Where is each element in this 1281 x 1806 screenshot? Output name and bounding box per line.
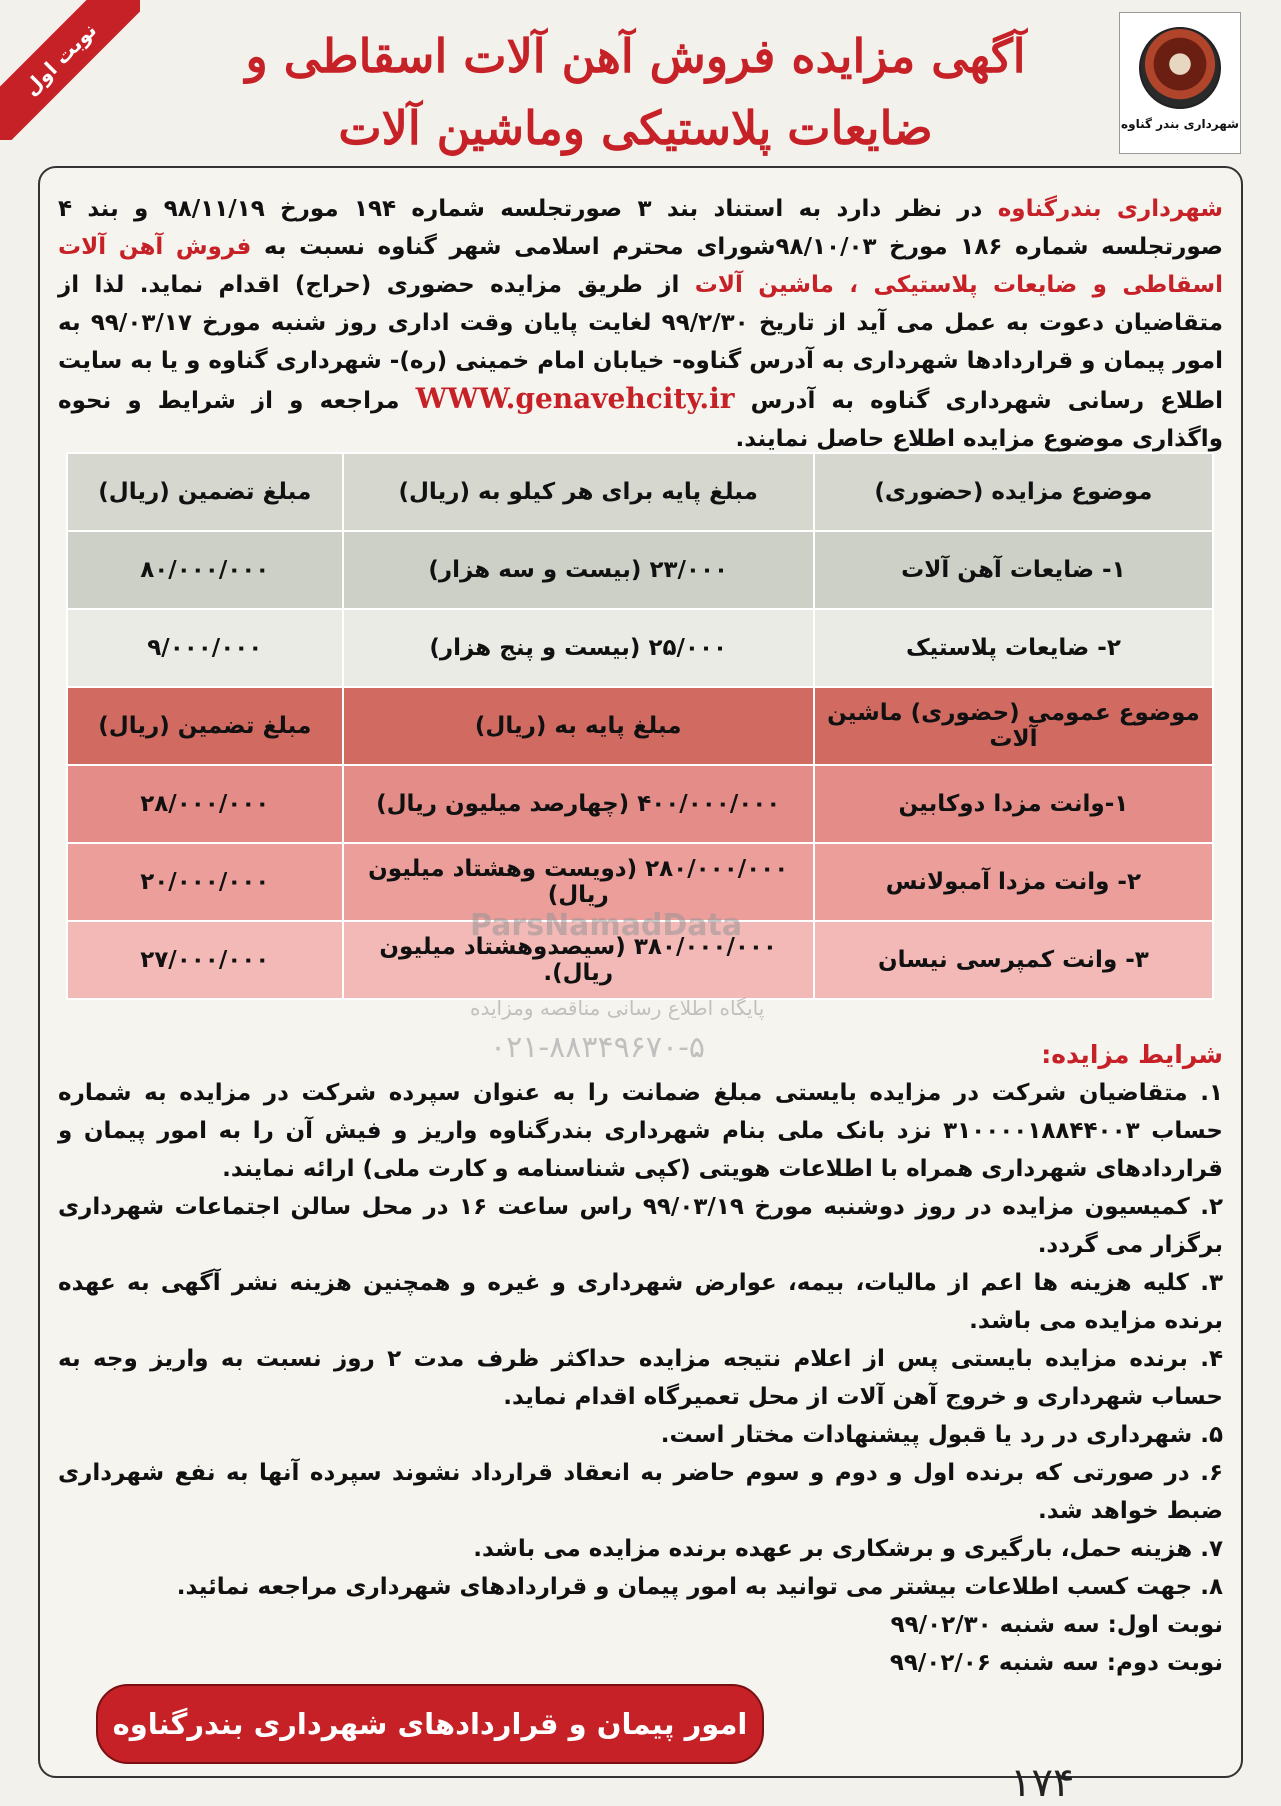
item-subject: ۳- وانت کمپرسی نیسان	[814, 921, 1213, 999]
title-line-2: ضایعات پلاستیکی وماشین آلات	[338, 101, 933, 155]
signature-banner: امور پیمان و قراردادهای شهرداری بندرگناوه	[96, 1684, 764, 1764]
table-header-row	[67, 687, 1213, 765]
condition-item: ۳. کلیه هزینه ها اعم از مالیات، بیمه، عوارض شهرداری و غیره و همچنین هزینه نشر آگهی به عهده برنده مزایده می باشد.	[58, 1270, 1223, 1334]
header-subject: موضوع مزایده (حضوری)	[814, 453, 1213, 531]
condition-item: ۶. در صورتی که برنده اول و دوم و سوم حاضر به انعقاد قرارداد نشوند سپرده آنها به نفع شهرداری ضبط خواهد شد.	[58, 1460, 1223, 1524]
header-guarantee: مبلغ تضمین (ریال)	[67, 453, 343, 531]
watermark-phone: ۰۲۱-۸۸۳۴۹۶۷۰-۵	[490, 1030, 706, 1065]
logo-caption: شهرداری بندر گناوه	[1121, 117, 1239, 131]
intro-part3: مراجعه و از شرایط و نحوه واگذاری موضوع مزایده اطلاع حاصل نمایند.	[58, 388, 1223, 452]
header-base-price: مبلغ پایه برای هر کیلو به (ریال)	[343, 453, 814, 531]
table-header-row	[67, 453, 1213, 531]
ribbon-area	[0, 0, 140, 140]
item-subject: ۱-وانت مزدا دوکابین	[814, 765, 1213, 843]
item-guarantee: ۲۷/۰۰۰/۰۰۰	[67, 921, 343, 999]
table-row	[67, 765, 1213, 843]
header-guarantee: مبلغ تضمین (ریال)	[67, 687, 343, 765]
watermark-brand: ParsNamadData	[470, 908, 743, 943]
item-guarantee: ۲۸/۰۰۰/۰۰۰	[67, 765, 343, 843]
condition-item: ۵. شهرداری در رد یا قبول پیشنهادات مختار است.	[660, 1422, 1223, 1448]
website-link[interactable]: WWW.genavehcity.ir	[415, 382, 735, 415]
table-row	[67, 609, 1213, 687]
condition-item: ۱. متقاضیان شرکت در مزایده بایستی مبلغ ضمانت را به عنوان سپرده شرکت در مزایده به شماره حساب ۳۱۰۰۰۰۱۸۸۴۴۰۰۳ نزد بانک ملی بنام شهرداری بندرگناوه واریز و فیش آن را به امور پیمان و قراردادهای شهرداری همراه با اطلاعات هویتی (کپی شناسنامه و کارت ملی) ارائه نمایند.	[58, 1080, 1223, 1182]
condition-item: ۲. کمیسیون مزایده در روز دوشنبه مورخ ۹۹/۰۳/۱۹ راس ساعت ۱۶ در محل سالن اجتماعات شهرداری برگزار می گردد.	[58, 1194, 1223, 1258]
auction-subject: فروش آهن آلات اسقاطی و ضایعات پلاستیکی ، ماشین آلات	[58, 234, 1223, 298]
municipality-logo	[1119, 12, 1241, 154]
table-row	[67, 531, 1213, 609]
notice-title	[170, 20, 1101, 164]
condition-item: ۷. هزینه حمل، بارگیری و برشکاری بر عهده برنده مزایده می باشد.	[473, 1536, 1223, 1562]
handwritten-number: ۱۷۴	[1010, 1760, 1075, 1806]
intro-part1: در نظر دارد به استناد بند ۳ صورتجلسه شماره ۱۹۴ مورخ ۹۸/۱۱/۱۹ و بند ۴ صورتجلسه شماره ۱۸۶ مورخ ۹۸/۱۰/۰۳شورای محترم اسلامی شهر گناوه نسبت به	[58, 196, 1223, 260]
item-guarantee: ۲۰/۰۰۰/۰۰۰	[67, 843, 343, 921]
conditions-title: شرایط مزایده:	[1041, 1040, 1223, 1069]
item-base-price: ۲۸۰/۰۰۰/۰۰۰ (دویست وهشتاد میلیون ریال)	[343, 843, 814, 921]
emblem-icon	[1139, 27, 1221, 109]
intro-paragraph	[58, 190, 1223, 458]
watermark-tagline: پایگاه اطلاع رسانی مناقصه ومزایده	[470, 996, 765, 1020]
header-base-price: مبلغ پایه به (ریال)	[343, 687, 814, 765]
round-one-date: نوبت اول: سه شنبه ۹۹/۰۲/۳۰	[890, 1612, 1223, 1638]
item-subject: ۱- ضایعات آهن آلات	[814, 531, 1213, 609]
title-line-1: آگهی مزایده فروش آهن آلات اسقاطی و	[245, 29, 1026, 83]
item-base-price: ۲۳/۰۰۰ (بیست و سه هزار)	[343, 531, 814, 609]
round-two-date: نوبت دوم: سه شنبه ۹۹/۰۲/۰۶	[889, 1650, 1223, 1676]
item-base-price: ۲۵/۰۰۰ (بیست و پنج هزار)	[343, 609, 814, 687]
intro-part2: از طریق مزایده حضوری (حراج) اقدام نماید. لذا از متقاضیان دعوت به عمل می آید از تاریخ ۹۹/۲/۳۰ لغایت پایان وقت اداری روز شنبه مورخ ۹۹/۰۳/۱۷ به امور پیمان و قراردادها شهرداری به آدرس گناوه- خیابان امام خمینی (ره)- شهرداری گناوه و یا به سایت اطلاع رسانی شهرداری گناوه به آدرس	[57, 272, 1223, 414]
round-ribbon: نوبت اول	[0, 0, 140, 140]
item-guarantee: ۹/۰۰۰/۰۰۰	[67, 609, 343, 687]
org-name: شهرداری بندرگناوه	[997, 196, 1223, 222]
condition-item: ۴. برنده مزایده بایستی پس از اعلام نتیجه مزایده حداکثر ظرف مدت ۲ روز نسبت به واریز وجه به حساب شهرداری و خروج آهن آلات از محل تعمیرگاه اقدام نماید.	[58, 1346, 1224, 1410]
item-guarantee: ۸۰/۰۰۰/۰۰۰	[67, 531, 343, 609]
conditions-list	[58, 1074, 1223, 1682]
item-base-price: ۳۸۰/۰۰۰/۰۰۰ (سیصدوهشتاد میلیون ریال).	[343, 921, 814, 999]
item-subject: ۲- وانت مزدا آمبولانس	[814, 843, 1213, 921]
condition-item: ۸. جهت کسب اطلاعات بیشتر می توانید به امور پیمان و قراردادهای شهرداری مراجعه نمائید.	[176, 1574, 1223, 1600]
header-subject: موضوع عمومی (حضوری) ماشین آلات	[814, 687, 1213, 765]
item-subject: ۲- ضایعات پلاستیک	[814, 609, 1213, 687]
item-base-price: ۴۰۰/۰۰۰/۰۰۰ (چهارصد میلیون ریال)	[343, 765, 814, 843]
